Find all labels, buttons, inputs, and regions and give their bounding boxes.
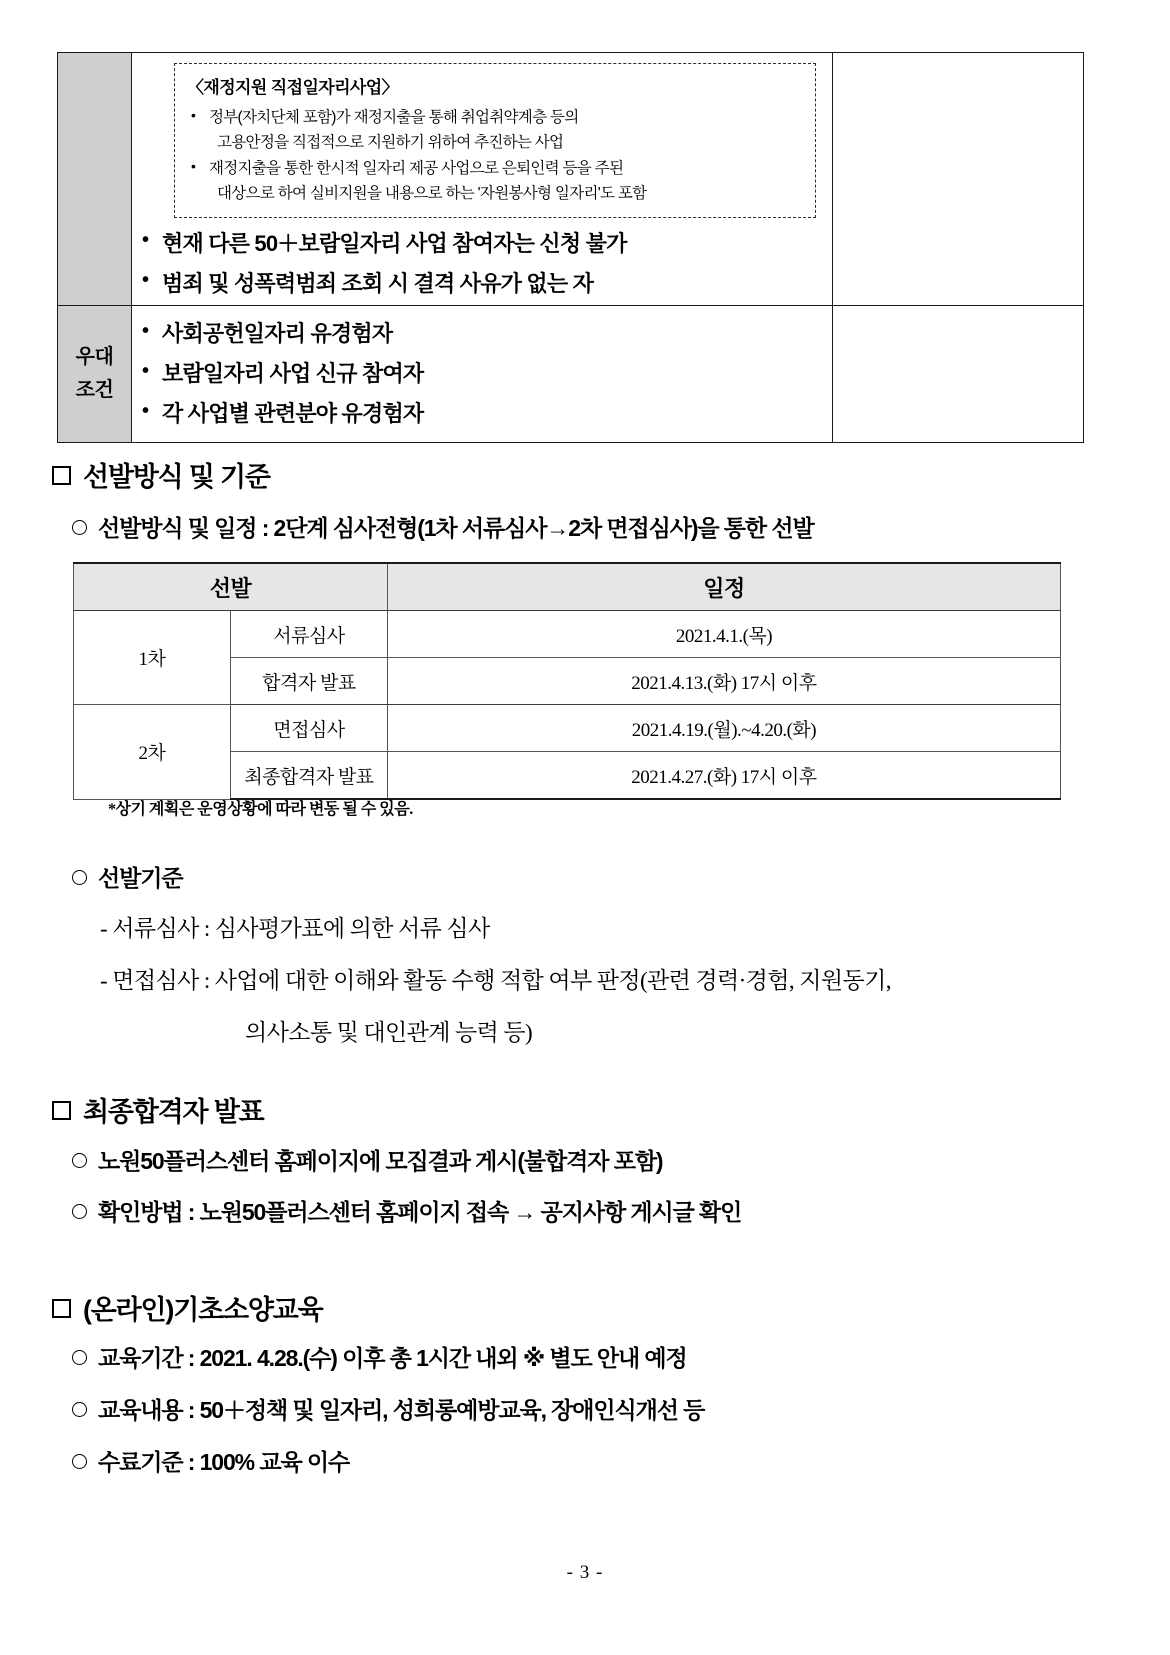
- preference-label-cell: [58, 305, 132, 442]
- cell-stage: 2차: [74, 705, 231, 800]
- online-education-item-1: [72, 1340, 687, 1373]
- cell-step: 최종합격자 발표: [230, 752, 387, 800]
- criteria-detail-document: - 서류심사 : 심사평가표에 의한 서류 심사: [100, 916, 490, 941]
- final-announcement-text: 확인방법 : 노원50플러스센터 홈페이지 접속 → 공지사항 게시글 확인: [98, 1199, 742, 1225]
- table-row: [58, 53, 1084, 306]
- square-bullet-icon: [52, 1101, 71, 1120]
- table-header-row: [74, 563, 1061, 611]
- section-heading-final-announcement: [52, 1090, 263, 1129]
- circle-bullet-icon: [72, 520, 87, 535]
- qualification-table: [57, 52, 1084, 443]
- list-item: • 범죄 및 성폭력범죄 조회 시 결격 사유가 없는 자: [132, 264, 832, 303]
- square-bullet-icon: [52, 466, 71, 485]
- cell-date: 2021.4.19.(월).~4.20.(화): [387, 705, 1060, 752]
- list-item: • 각 사업별 관련분야 유경험자: [132, 394, 832, 434]
- definition-list: [187, 105, 803, 206]
- preference-label-line2: 조건: [75, 378, 114, 401]
- list-item: • 사회공헌일자리 유경험자: [132, 314, 832, 354]
- cell-date: 2021.4.27.(화) 17시 이후: [387, 752, 1060, 800]
- final-announcement-item-2: [72, 1194, 741, 1227]
- section-heading-text: 선발방식 및 기준: [83, 462, 270, 492]
- cell-date: 2021.4.13.(화) 17시 이후: [387, 658, 1060, 705]
- page-number-footer: - 3 -: [566, 1562, 604, 1583]
- definition-item-line1: 정부(자치단체 포함)가 재정지출을 통해 취업취약계층 등의: [209, 109, 579, 126]
- qualification-empty-cell: [833, 53, 1084, 306]
- cell-step: 서류심사: [230, 611, 387, 658]
- online-education-text: 교육내용 : 50＋정책 및 일자리, 성희롱예방교육, 장애인식개선 등: [98, 1397, 705, 1423]
- table-row: [58, 305, 1084, 442]
- preference-empty-cell: [833, 305, 1084, 442]
- cell-date: 2021.4.1.(목): [387, 611, 1060, 658]
- qualification-body-cell: [132, 53, 833, 306]
- schedule-note: *상기 계획은 운영상황에 따라 변동 될 수 있음.: [108, 801, 413, 818]
- online-education-item-3: [72, 1444, 349, 1477]
- definition-title: 〈재정지원 직접일자리사업〉: [187, 78, 398, 97]
- circle-bullet-icon: [72, 870, 87, 885]
- qualification-bullet-list: [132, 224, 832, 302]
- square-bullet-icon: [52, 1299, 71, 1318]
- circle-bullet-icon: [72, 1402, 87, 1417]
- definition-box: [174, 63, 816, 218]
- selection-method-text: 선발방식 및 일정 : 2단계 심사전형(1차 서류심사→2차 면접심사)을 통한 선발: [98, 515, 814, 541]
- final-announcement-item-1: [72, 1143, 663, 1176]
- selection-criteria-item: [72, 860, 182, 893]
- selection-criteria-text: 선발기준: [98, 865, 183, 891]
- list-item: [187, 156, 803, 206]
- section-heading-selection: [52, 455, 270, 494]
- cell-step: 면접심사: [230, 705, 387, 752]
- column-header-schedule: 일정: [387, 563, 1060, 611]
- cell-stage: 1차: [74, 611, 231, 705]
- definition-item-line2: 대상으로 하여 실비지원을 내용으로 하는 '자원봉사형 일자리'도 포함: [217, 185, 647, 203]
- definition-item-line1: 재정지출을 통한 한시적 일자리 제공 사업으로 은퇴인력 등을 주된: [209, 160, 624, 178]
- online-education-text: 교육기간 : 2021. 4.28.(수) 이후 총 1시간 내외 ※ 별도 안내 예정: [98, 1345, 687, 1371]
- criteria-detail-interview-continued: 의사소통 및 대인관계 능력 등): [245, 1020, 533, 1045]
- list-item: • 현재 다른 50＋보람일자리 사업 참여자는 신청 불가: [132, 224, 832, 263]
- circle-bullet-icon: [72, 1153, 87, 1168]
- table-row: [74, 611, 1061, 658]
- online-education-text: 수료기준 : 100% 교육 이수: [98, 1449, 350, 1475]
- circle-bullet-icon: [72, 1350, 87, 1365]
- table-row: [74, 705, 1061, 752]
- column-header-selection: 선발: [74, 563, 388, 611]
- preference-body-cell: [132, 305, 833, 442]
- online-education-item-2: [72, 1392, 704, 1425]
- preference-label-line1: 우대: [75, 345, 114, 368]
- cell-step: 합격자 발표: [230, 658, 387, 705]
- selection-method-item: [72, 510, 814, 543]
- definition-item-line2: 고용안정을 직접적으로 지원하기 위하여 추진하는 사업: [217, 134, 564, 152]
- section-heading-text: (온라인)기초소양교육: [83, 1295, 323, 1325]
- circle-bullet-icon: [72, 1204, 87, 1219]
- qualification-label-cell: [58, 53, 132, 306]
- circle-bullet-icon: [72, 1454, 87, 1469]
- list-item: • 보람일자리 사업 신규 참여자: [132, 354, 832, 394]
- preference-bullet-list: [132, 314, 832, 434]
- list-item: [187, 105, 803, 155]
- final-announcement-text: 노원50플러스센터 홈페이지에 모집결과 게시(불합격자 포함): [98, 1148, 663, 1174]
- section-heading-text: 최종합격자 발표: [83, 1097, 264, 1127]
- criteria-detail-interview: - 면접심사 : 사업에 대한 이해와 활동 수행 적합 여부 판정(관련 경력·경험, 지원동기,: [100, 968, 891, 993]
- schedule-table: [73, 562, 1061, 800]
- section-heading-online-education: [52, 1288, 323, 1327]
